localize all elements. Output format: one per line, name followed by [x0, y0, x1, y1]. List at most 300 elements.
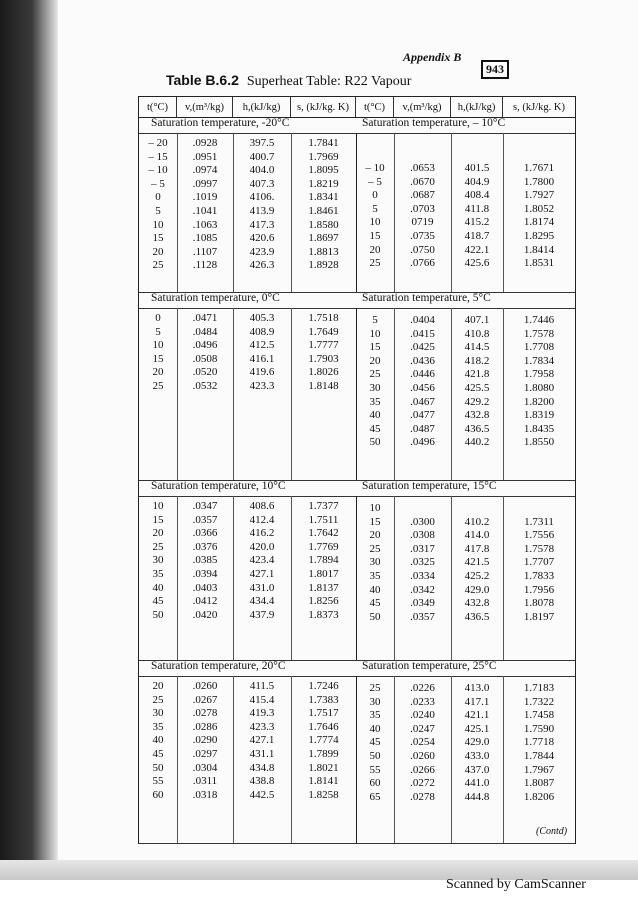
enthalpy-cell: 419.3: [249, 707, 275, 720]
enthalpy-cell: 407.1: [464, 314, 490, 326]
left-rows: [139, 312, 356, 394]
table-row: [356, 543, 575, 557]
enthalpy-cell: 423.4: [249, 554, 275, 567]
enthalpy-cell: 433.0: [464, 749, 490, 762]
temp-cell: – 10: [148, 164, 168, 177]
table-title-text: Superheat Table: R22 Vapour: [246, 74, 412, 89]
volume-cell: .0703: [410, 202, 435, 215]
table-row: [139, 380, 356, 394]
entropy-cell: 1.7590: [523, 722, 555, 735]
temp-cell: 20: [369, 243, 381, 256]
enthalpy-cell: 432.8: [464, 597, 490, 610]
volume-cell: .0477: [410, 409, 435, 422]
table-row: [139, 164, 356, 178]
volume-cell: .0347: [192, 500, 218, 512]
right-rows: [356, 314, 575, 450]
table-row: [356, 723, 575, 737]
table-row: [139, 762, 356, 776]
enthalpy-cell: 421.8: [464, 368, 490, 381]
entropy-cell: 1.8206: [523, 790, 555, 803]
saturation-label-left: Saturation temperature, 10°C: [151, 480, 286, 492]
temp-cell: 0: [155, 191, 161, 204]
entropy-cell: 1.7578: [523, 327, 555, 340]
volume-cell: .1041: [192, 204, 218, 217]
table-row: [356, 423, 575, 437]
enthalpy-cell: 425.5: [464, 381, 490, 394]
volume-cell: .1107: [192, 245, 218, 258]
enthalpy-cell: 397.5: [249, 137, 275, 149]
table-row: [139, 312, 356, 326]
enthalpy-cell: 419.6: [249, 366, 275, 379]
table-row: [356, 682, 575, 696]
entropy-cell: 1.8580: [308, 218, 339, 231]
enthalpy-cell: 417.1: [464, 695, 490, 708]
temp-cell: – 5: [151, 177, 165, 190]
book-page: [58, 0, 638, 875]
table-row: [139, 366, 356, 380]
enthalpy-cell: 423.3: [249, 720, 275, 733]
enthalpy-cell: 429.0: [464, 736, 490, 749]
superheat-table: [138, 96, 576, 844]
temp-cell: 25: [152, 540, 164, 553]
temp-cell: 20: [369, 529, 381, 542]
enthalpy-cell: 413.0: [464, 682, 490, 694]
temp-cell: 50: [152, 608, 164, 621]
entropy-cell: 1.7956: [523, 583, 555, 596]
entropy-cell: 1.8813: [308, 245, 339, 258]
table-row: [139, 527, 356, 541]
left-rows: [139, 500, 356, 622]
enthalpy-cell: 429.0: [464, 583, 490, 596]
enthalpy-cell: 408.6: [249, 500, 275, 512]
volume-cell: .0266: [410, 763, 435, 776]
volume-cell: .0508: [192, 352, 218, 365]
enthalpy-cell: 425.1: [464, 722, 490, 735]
label-separator: [139, 496, 575, 497]
temp-cell: 40: [152, 581, 164, 594]
entropy-cell: 1.7556: [523, 529, 555, 542]
table-row: [139, 775, 356, 789]
section-twenty: [139, 660, 575, 844]
volume-cell: .0278: [410, 790, 435, 803]
table-row: [139, 541, 356, 555]
temp-cell: 30: [369, 695, 381, 708]
temp-cell: 45: [152, 747, 164, 760]
table-row: [356, 203, 575, 217]
enthalpy-cell: 420.0: [249, 540, 275, 553]
table-row: [139, 595, 356, 609]
volume-cell: .0766: [410, 257, 435, 270]
enthalpy-cell: 436.5: [464, 422, 490, 435]
label-separator: [139, 676, 575, 677]
entropy-cell: 1.8078: [523, 597, 555, 610]
table-row: [356, 529, 575, 543]
table-row: [139, 582, 356, 596]
table-row: [356, 502, 575, 516]
volume-cell: .0484: [192, 325, 218, 338]
temp-cell: 30: [152, 554, 164, 567]
temp-cell: 0: [155, 312, 161, 324]
volume-cell: .0366: [192, 527, 218, 540]
entropy-cell: 1.7903: [308, 352, 339, 365]
table-row: [356, 341, 575, 355]
enthalpy-cell: 410.8: [464, 327, 490, 340]
saturation-label-left: Saturation temperature, -20°C: [151, 117, 290, 129]
entropy-cell: 1.7894: [308, 554, 339, 567]
continued-note: (Contd): [536, 826, 568, 837]
table-row: [139, 734, 356, 748]
header-temp-left: t(°C): [139, 97, 177, 117]
enthalpy-cell: 429.2: [464, 395, 490, 408]
table-row: [139, 137, 356, 151]
table-row: [139, 721, 356, 735]
temp-cell: 50: [369, 436, 381, 449]
table-row: [356, 409, 575, 423]
volume-cell: .0750: [410, 243, 435, 256]
entropy-cell: 1.7246: [308, 680, 339, 692]
entropy-cell: 1.8017: [308, 567, 339, 580]
temp-cell: 25: [369, 257, 381, 270]
temp-cell: 20: [152, 527, 164, 540]
table-row: [139, 326, 356, 340]
enthalpy-cell: 407.3: [249, 177, 275, 190]
temp-cell: 5: [372, 202, 378, 215]
volume-cell: .0404: [410, 314, 435, 326]
volume-cell: .0278: [192, 707, 218, 720]
enthalpy-cell: 434.4: [249, 595, 275, 608]
volume-cell: .0233: [410, 695, 435, 708]
table-row: [139, 748, 356, 762]
enthalpy-cell: 418.2: [464, 354, 490, 367]
enthalpy-cell: 418.7: [464, 229, 490, 242]
enthalpy-cell: 421.5: [464, 556, 490, 569]
enthalpy-cell: 431.1: [249, 747, 275, 760]
table-row: [356, 764, 575, 778]
volume-cell: .0520: [192, 366, 218, 379]
volume-cell: .0974: [192, 164, 218, 177]
entropy-cell: 1.7646: [308, 720, 339, 733]
entropy-cell: 1.8531: [523, 257, 555, 270]
table-row: [139, 353, 356, 367]
volume-cell: .0376: [192, 540, 218, 553]
table-row: [139, 609, 356, 623]
volume-cell: .0272: [410, 777, 435, 790]
volume-cell: .0436: [410, 354, 435, 367]
entropy-cell: 1.7311: [524, 515, 554, 528]
volume-cell: .0254: [410, 736, 435, 749]
right-rows: [356, 502, 575, 624]
enthalpy-cell: 441.0: [464, 777, 490, 790]
volume-cell: [394, 502, 451, 516]
entropy-cell: 1.8373: [308, 608, 339, 621]
saturation-label-right: Saturation temperature, 15°C: [362, 480, 497, 492]
volume-cell: .0267: [192, 693, 218, 706]
enthalpy-cell: 426.3: [249, 259, 275, 272]
entropy-cell: 1.7777: [308, 339, 339, 352]
temp-cell: 60: [369, 777, 381, 790]
enthalpy-cell: 414.5: [464, 341, 490, 354]
volume-cell: .0687: [410, 189, 435, 202]
volume-cell: .0446: [410, 368, 435, 381]
temp-cell: 5: [155, 325, 161, 338]
table-row: [356, 556, 575, 570]
temp-cell: 40: [369, 409, 381, 422]
volume-cell: .0318: [192, 788, 218, 801]
temp-cell: 20: [152, 366, 164, 379]
temp-cell: 15: [369, 515, 381, 528]
entropy-cell: 1.8095: [308, 164, 339, 177]
entropy-cell: 1.7774: [308, 734, 339, 747]
entropy-cell: 1.7446: [523, 314, 555, 326]
enthalpy-cell: 444.8: [464, 790, 490, 803]
volume-cell: .0496: [192, 339, 218, 352]
volume-cell: .0334: [410, 569, 435, 582]
entropy-cell: 1.7967: [523, 763, 555, 776]
table-row: [356, 162, 575, 176]
temp-cell: 25: [152, 379, 164, 392]
temp-cell: – 15: [148, 150, 168, 163]
enthalpy-cell: 431.0: [249, 581, 275, 594]
temp-cell: 10: [369, 327, 381, 340]
temp-cell: 35: [369, 569, 381, 582]
saturation-label-right: Saturation temperature, 5°C: [362, 292, 491, 304]
volume-cell: .0394: [192, 567, 218, 580]
temp-cell: 40: [369, 722, 381, 735]
temp-cell: 25: [152, 693, 164, 706]
temp-cell: 40: [369, 583, 381, 596]
temp-cell: 25: [152, 259, 164, 272]
temp-cell: 15: [152, 513, 164, 526]
table-row: [139, 178, 356, 192]
temp-cell: – 5: [368, 175, 382, 188]
entropy-cell: 1.8148: [308, 379, 339, 392]
header-entropy-right: s, (kJ/kg. K): [513, 101, 565, 113]
enthalpy-cell: 421.1: [464, 709, 490, 722]
table-row: [356, 216, 575, 230]
volume-cell: .0456: [410, 381, 435, 394]
volume-cell: .0290: [192, 734, 218, 747]
volume-cell: .0425: [410, 341, 435, 354]
temp-cell: 35: [369, 709, 381, 722]
table-header-row: [139, 96, 575, 118]
enthalpy-cell: 434.8: [249, 761, 275, 774]
enthalpy-cell: 416.2: [249, 527, 275, 540]
volume-cell: .0487: [410, 422, 435, 435]
volume-cell: .0532: [192, 379, 218, 392]
temp-cell: 30: [152, 707, 164, 720]
label-separator: [139, 133, 575, 134]
table-title: [166, 72, 411, 90]
temp-cell: 10: [152, 500, 164, 512]
entropy-cell: 1.8256: [308, 595, 339, 608]
volume-cell: .0286: [192, 720, 218, 733]
volume-cell: .0240: [410, 709, 435, 722]
enthalpy-cell: 417.8: [464, 542, 490, 555]
enthalpy-cell: 410.2: [464, 515, 490, 528]
enthalpy-cell: 425.6: [464, 257, 490, 270]
table-row: [139, 232, 356, 246]
left-rows: [139, 680, 356, 802]
table-row: [139, 514, 356, 528]
temp-cell: 55: [369, 763, 381, 776]
table-row: [356, 244, 575, 258]
entropy-cell: 1.7383: [308, 693, 339, 706]
volume-cell: .1085: [192, 232, 218, 245]
entropy-cell: 1.7642: [308, 527, 339, 540]
entropy-cell: 1.8087: [523, 777, 555, 790]
table-row: [139, 246, 356, 260]
enthalpy-cell: 412.5: [249, 339, 275, 352]
volume-cell: .0247: [410, 722, 435, 735]
volume-cell: .0357: [192, 513, 218, 526]
temp-cell: 60: [152, 788, 164, 801]
temp-cell: 10: [152, 218, 164, 231]
table-row: [356, 176, 575, 190]
enthalpy-cell: 436.5: [464, 610, 490, 623]
volume-cell: .0471: [192, 312, 218, 324]
temp-cell: 35: [369, 395, 381, 408]
entropy-cell: 1.7578: [523, 542, 555, 555]
volume-cell: .0297: [192, 747, 218, 760]
table-row: [356, 791, 575, 805]
enthalpy-cell: 420.6: [249, 232, 275, 245]
table-label: Table B.6.2: [166, 72, 239, 88]
entropy-cell: 1.7708: [523, 341, 555, 354]
volume-cell: .0653: [410, 162, 435, 174]
table-row: [356, 696, 575, 710]
temp-cell: 15: [369, 229, 381, 242]
temp-cell: 20: [152, 245, 164, 258]
table-row: [139, 568, 356, 582]
enthalpy-cell: 437.0: [464, 763, 490, 776]
entropy-cell: 1.8550: [523, 436, 555, 449]
table-row: [139, 219, 356, 233]
entropy-cell: 1.8435: [523, 422, 555, 435]
scanner-watermark: Scanned by CamScanner: [446, 877, 586, 892]
entropy-cell: 1.7899: [308, 747, 339, 760]
volume-cell: .0308: [410, 529, 435, 542]
entropy-cell: 1.8414: [523, 243, 555, 256]
entropy-cell: 1.7833: [523, 569, 555, 582]
header-enthalpy-left: h,(kJ/kg): [233, 97, 291, 117]
volume-cell: .0385: [192, 554, 218, 567]
enthalpy-cell: 425.2: [464, 569, 490, 582]
page-number: 943: [481, 60, 509, 79]
temp-cell: 40: [152, 734, 164, 747]
section-minus20: [139, 117, 575, 293]
volume-cell: .0317: [410, 542, 435, 555]
right-rows: [356, 682, 575, 804]
enthalpy-cell: 413.9: [249, 204, 275, 217]
temp-cell: 30: [369, 381, 381, 394]
table-row: [356, 314, 575, 328]
scan-shadow-left: [0, 0, 58, 880]
table-row: [356, 382, 575, 396]
header-entropy-left: s, (kJ/kg. K): [291, 97, 356, 117]
enthalpy-cell: 404.0: [249, 164, 275, 177]
table-row: [356, 709, 575, 723]
enthalpy-cell: 411.5: [249, 680, 275, 692]
enthalpy-cell: 423.9: [249, 245, 275, 258]
table-row: [139, 680, 356, 694]
section-ten: [139, 480, 575, 661]
enthalpy-cell: 400.7: [249, 150, 275, 163]
enthalpy-cell: 408.9: [249, 325, 275, 338]
entropy-cell: 1.7834: [523, 354, 555, 367]
volume-cell: .0304: [192, 761, 218, 774]
enthalpy-cell: 414.0: [464, 529, 490, 542]
entropy-cell: 1.7649: [308, 325, 339, 338]
entropy-cell: 1.7458: [523, 709, 555, 722]
table-row: [139, 707, 356, 721]
table-row: [139, 554, 356, 568]
temp-cell: 25: [369, 682, 381, 694]
entropy-cell: 1.7841: [308, 137, 339, 149]
table-row: [356, 436, 575, 450]
table-row: [356, 777, 575, 791]
entropy-cell: 1.8174: [523, 216, 555, 229]
enthalpy-cell: 440.2: [464, 436, 490, 449]
volume-cell: .0311: [192, 775, 218, 788]
entropy-cell: 1.7183: [523, 682, 555, 694]
volume-cell: .1019: [192, 191, 218, 204]
entropy-cell: 1.8461: [308, 204, 339, 217]
entropy-cell: 1.7844: [523, 749, 555, 762]
temp-cell: 10: [152, 339, 164, 352]
entropy-cell: 1.8319: [523, 409, 555, 422]
volume-cell: .0420: [192, 608, 218, 621]
table-row: [356, 584, 575, 598]
enthalpy-cell: 408.4: [464, 189, 490, 202]
temp-cell: 65: [369, 790, 381, 803]
temp-cell: 15: [369, 341, 381, 354]
right-rows: [356, 162, 575, 271]
entropy-cell: [503, 502, 575, 516]
volume-cell: .0260: [410, 749, 435, 762]
enthalpy-cell: [451, 502, 503, 516]
entropy-cell: 1.7707: [523, 556, 555, 569]
temp-cell: 45: [152, 595, 164, 608]
saturation-label-right: Saturation temperature, – 10°C: [362, 117, 506, 129]
entropy-cell: 1.8021: [308, 761, 339, 774]
entropy-cell: 1.7800: [523, 175, 555, 188]
temp-cell: 45: [369, 422, 381, 435]
temp-cell: 5: [155, 204, 161, 217]
entropy-cell: 1.7671: [523, 162, 555, 174]
table-row: [139, 500, 356, 514]
entropy-cell: 1.8197: [523, 610, 555, 623]
volume-cell: .0403: [192, 581, 218, 594]
entropy-cell: 1.7958: [523, 368, 555, 381]
entropy-cell: 1.8341: [308, 191, 339, 204]
volume-cell: .0412: [192, 595, 218, 608]
table-row: [139, 151, 356, 165]
entropy-cell: 1.7517: [308, 707, 339, 720]
volume-cell: .0260: [192, 680, 218, 692]
table-row: [356, 355, 575, 369]
enthalpy-cell: 411.8: [464, 202, 490, 215]
entropy-cell: 1.8052: [523, 202, 555, 215]
table-row: [356, 516, 575, 530]
enthalpy-cell: 415.2: [464, 216, 490, 229]
temp-cell: 35: [152, 567, 164, 580]
enthalpy-cell: 412.4: [249, 513, 275, 526]
volume-cell: .0951: [192, 150, 218, 163]
table-row: [356, 396, 575, 410]
temp-cell: 50: [152, 761, 164, 774]
table-row: [139, 339, 356, 353]
table-row: [356, 257, 575, 271]
